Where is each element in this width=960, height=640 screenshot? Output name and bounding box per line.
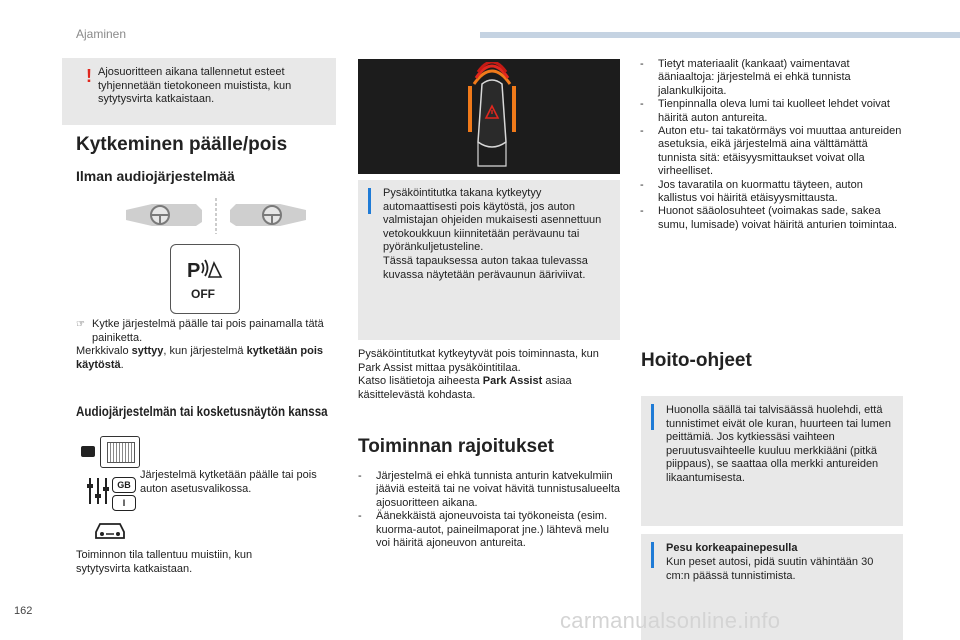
list-item-text: Auton etu- tai takatörmäys voi muuttaa antureiden asetuksia, eikä järjestelmä aina välttämättä tunnista sitä: etäisyysmittaukset voivat olla virheelliset. (658, 125, 902, 178)
list-item-text: Tietyt materiaalit (kankaat) vaimentavat ääniaaltoja: järjestelmä ei ehkä tunnista jalankulkijoita. (658, 58, 851, 97)
list-item: - Tienpinnalla oleva lumi tai kuolleet lehdet voivat häiritä auton antureita. (640, 98, 890, 124)
audio-settings-text: Järjestelmä kytketään päälle tai pois auton asetusvalikossa. (140, 469, 317, 495)
settings-sliders-icon (86, 476, 110, 506)
car-settings-icon (92, 518, 128, 542)
list-item: - Järjestelmä ei ehkä tunnista anturin katvekulmiin jääviä esteitä tai ne voivat hävitä tunnistusalueelta ajosuoritteen aikana. (358, 470, 620, 509)
park-sensor-off-button[interactable] (170, 244, 240, 314)
screen-icon (100, 436, 140, 468)
pointer-icon: ☞ (76, 319, 85, 330)
list-item-text: Tienpinnalla oleva lumi tai kuolleet lehdet voivat häiritä auton antureita. (658, 98, 890, 124)
section-header: Ajaminen (76, 27, 127, 41)
care-note (641, 396, 903, 526)
list-item-text: Järjestelmä ei ehkä tunnista anturin katvekulmiin jääviä esteitä tai ne voivat hävitä tunnistusalueelta ajosuoritteen aikana. (376, 470, 620, 509)
watermark: carmanualsonline.info (560, 608, 781, 633)
subtitle-audio: Audiojärjestelmän tai kosketusnäytön kanssa (76, 404, 328, 419)
warning-note (62, 58, 336, 125)
park-assist-text-c: asiaa käsittelevästä kohdasta. (358, 375, 572, 401)
rear-camera-illustration (358, 59, 620, 174)
gb-label: GB (117, 480, 131, 490)
park-assist-text (358, 348, 616, 402)
off-label: OFF (191, 287, 215, 301)
list-item-text: Äänekkäistä ajoneuvoista tai työkoneista (esim. kuorma-autot, paineilmaporat jne.) lähtevä melu voi häiritä ajoneuvon antureita. (376, 510, 609, 550)
care-note-text: Huonolla säällä tai talvisäässä huolehdi, että tunnistimet eivät ole kuran, huurteen tai lumen peittämiä. Jos kytkiessäsi vaihteen peruutusvaihteelle kuuluu merkkiääni (pitkä piippaus), se saattaa olla merkki antureiden likaantumisesta. (666, 404, 892, 484)
dashboard-illustration (122, 196, 310, 236)
wash-text: Kun peset autosi, pidä suutin vähintään 30 cm:n päässä tunnistimista. (666, 556, 874, 582)
indicator-text-e: . (120, 358, 124, 371)
i-label: I (122, 498, 126, 508)
wash-title: Pesu korkeapainepesulla (666, 542, 798, 554)
limitations-list-2 (640, 58, 902, 232)
section-title-care: Hoito-ohjeet (641, 350, 752, 371)
gb-badge (112, 477, 136, 493)
info-note-trailer (358, 180, 620, 340)
page-number: 162 (14, 605, 33, 617)
indicator-text (76, 345, 338, 372)
phone-icon (81, 446, 95, 457)
info-bar (368, 188, 371, 214)
list-item: - Auton etu- tai takatörmäys voi muuttaa antureiden asetuksia, eikä järjestelmä aina välttämättä tunnista sitä: etäisyysmittaukset voivat olla virheelliset. (640, 125, 902, 178)
care-bar (651, 404, 654, 430)
memory-text: Toiminnon tila tallentuu muistiin, kun sytytysvirta katkaistaan. (76, 549, 253, 575)
list-item-text: Huonot sääolosuhteet (voimakas sade, sakea sumu, lumisade) voivat häiritä anturien toimintaa. (658, 205, 898, 231)
car-topview-icon (464, 62, 520, 172)
list-item: - Jos tavaratila on kuormattu täyteen, auton kallistus voi häiritä etäisyysmittausta. (640, 178, 863, 205)
indicator-text-a: Merkkivalo (76, 345, 132, 358)
warning-note-text: Ajosuoritteen aikana tallennetut esteet tyhjennetään tietokoneen muistista, kun sytytysvirta katkaistaan. (98, 66, 292, 106)
park-sensor-icon (185, 255, 225, 283)
limitations-list-1 (358, 470, 620, 550)
indicator-text-d: kytketään pois käytöstä (76, 345, 323, 371)
park-assist-link: Park Assist (482, 375, 543, 388)
indicator-text-c: , kun järjestelmä (163, 345, 247, 358)
info-note-text: Pysäköintitutka takana kytkeytyy automaattisesti pois käytöstä, jos auton valmistajan ohjeiden mukaisesti asennettuun vetokoukkuun kiinnitetään perävaunu tai pyöränkuljetusteline. Tässä tapauksessa auton takaa tulevassa kuvassa näytetään perävaunun ääriviivat. (383, 187, 602, 281)
section-title-switching: Kytkeminen päälle/pois (76, 134, 288, 155)
list-item-text: Jos tavaratila on kuormattu täyteen, auton kallistus voi häiritä etäisyysmittausta. (658, 178, 863, 205)
i-badge (112, 495, 136, 511)
warning-icon: ! (86, 66, 92, 86)
list-item: - Huonot sääolosuhteet (voimakas sade, sakea sumu, lumisade) voivat häiritä anturien toimintaa. (640, 205, 898, 231)
subtitle-no-audio: Ilman audiojärjestelmää (76, 168, 235, 184)
audio-icons (80, 434, 142, 544)
list-item: - Äänekkäistä ajoneuvoista tai työkoneista (esim. kuorma-autot, paineilmaporat jne.) lähtevä melu voi häiritä ajoneuvon antureita. (358, 510, 609, 550)
instruction-block (76, 318, 338, 372)
list-item: - Tietyt materiaalit (kankaat) vaimentavat ääniaaltoja: järjestelmä ei ehkä tunnista jalankulkijoita. (640, 58, 851, 97)
svg-text:P: P (187, 260, 201, 282)
header-bar (480, 32, 960, 38)
instruction-text: Kytke järjestelmä päälle tai pois painamalla tätä painiketta. (92, 318, 324, 344)
wash-bar (651, 542, 654, 568)
section-title-limitations: Toiminnan rajoitukset (358, 436, 555, 457)
park-assist-text-a: Pysäköintitutkat kytkeytyvät pois toiminnasta, kun Park Assist mittaa pysäköintitilaa. Katso lisätietoja aiheesta (358, 348, 599, 388)
indicator-text-b: syttyy (131, 345, 164, 358)
